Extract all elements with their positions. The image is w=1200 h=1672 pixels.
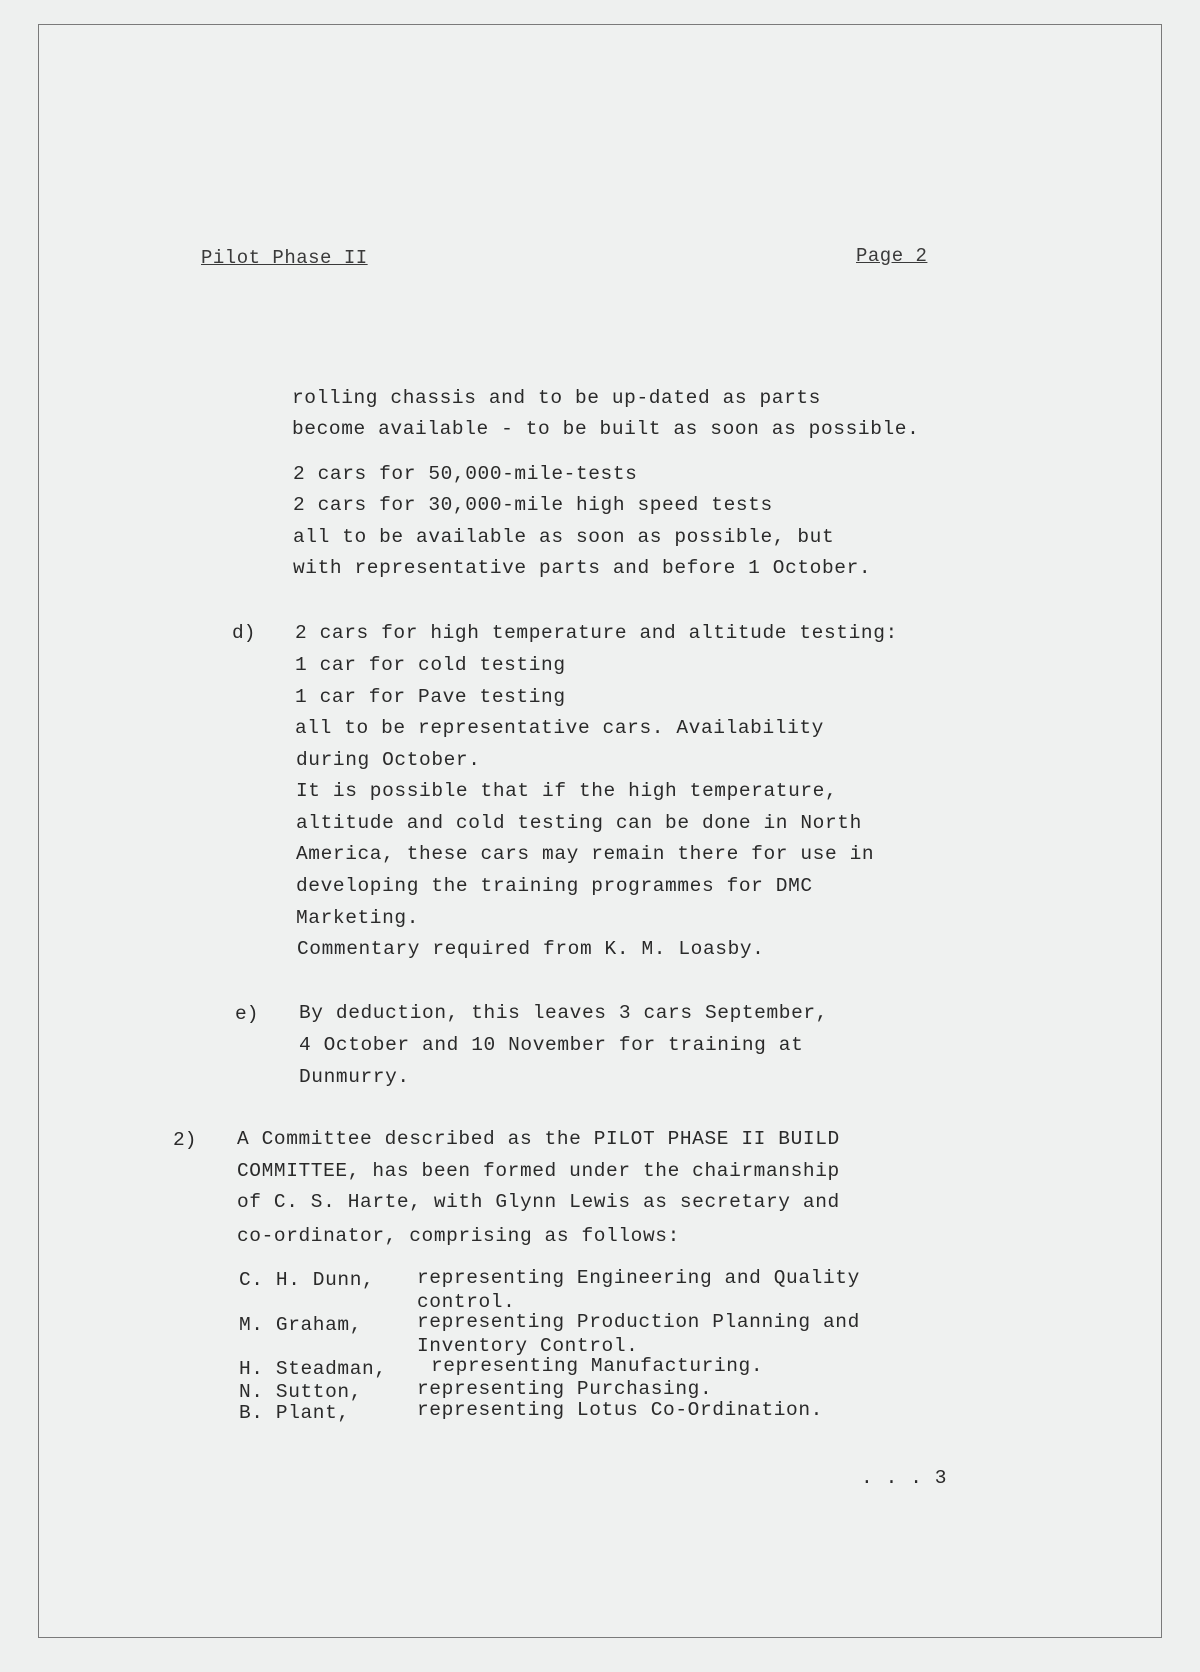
member-name: H. Steadman, (239, 1358, 387, 1380)
item-d-line: 2 cars for high temperature and altitude testing: (295, 622, 898, 644)
item-e-line: By deduction, this leaves 3 cars September, (299, 1002, 828, 1024)
item-2-line: co-ordinator, comprising as follows: (237, 1225, 680, 1247)
intro-line: all to be available as soon as possible, but (293, 526, 835, 548)
member-role: representing Engineering and Quality (417, 1267, 860, 1289)
header-title: Pilot Phase II (201, 247, 368, 269)
member-role: representing Purchasing. (417, 1378, 713, 1400)
item-e-line: Dunmurry. (299, 1066, 410, 1088)
item-2-line: COMMITTEE, has been formed under the chairmanship (237, 1160, 840, 1182)
page-number: Page 2 (856, 245, 928, 267)
intro-line: 2 cars for 50,000-mile-tests (293, 463, 638, 485)
item-marker-e: e) (235, 1003, 259, 1025)
item-d-line: developing the training programmes for DMC (296, 875, 813, 897)
item-d-line: Marketing. (296, 907, 420, 929)
item-marker-d: d) (232, 622, 256, 644)
member-name: C. H. Dunn, (239, 1269, 375, 1291)
member-role: representing Production Planning and (417, 1311, 860, 1333)
item-d-line: 1 car for Pave testing (295, 686, 566, 708)
item-d-line: altitude and cold testing can be done in North (296, 812, 862, 834)
item-d-line: all to be representative cars. Availability (295, 717, 824, 739)
item-d-line: 1 car for cold testing (295, 654, 566, 676)
intro-line: with representative parts and before 1 October. (293, 557, 872, 579)
item-2-line: A Committee described as the PILOT PHASE II BUILD (237, 1128, 840, 1150)
member-name: B. Plant, (239, 1402, 350, 1424)
member-role: representing Lotus Co-Ordination. (417, 1399, 823, 1421)
item-e-line: 4 October and 10 November for training at (299, 1034, 804, 1056)
member-role-cont: Inventory Control. (417, 1335, 639, 1357)
member-name: M. Graham, (239, 1314, 363, 1336)
item-d-line: Commentary required from K. M. Loasby. (297, 938, 765, 960)
item-marker-2: 2) (173, 1129, 197, 1151)
item-d-line: It is possible that if the high temperature, (296, 780, 838, 802)
item-d-line: America, these cars may remain there for use in (296, 843, 875, 865)
member-role: representing Manufacturing. (431, 1355, 764, 1377)
member-role-cont: control. (417, 1291, 516, 1313)
intro-line: 2 cars for 30,000-mile high speed tests (293, 494, 773, 516)
member-name: N. Sutton, (239, 1381, 363, 1403)
document-page (38, 24, 1162, 1638)
item-d-line: during October. (296, 749, 481, 771)
intro-line: become available - to be built as soon as possible. (292, 418, 920, 440)
continuation-marker: . . . 3 (861, 1467, 948, 1489)
intro-line: rolling chassis and to be up-dated as parts (292, 387, 821, 409)
item-2-line: of C. S. Harte, with Glynn Lewis as secretary and (237, 1191, 840, 1213)
